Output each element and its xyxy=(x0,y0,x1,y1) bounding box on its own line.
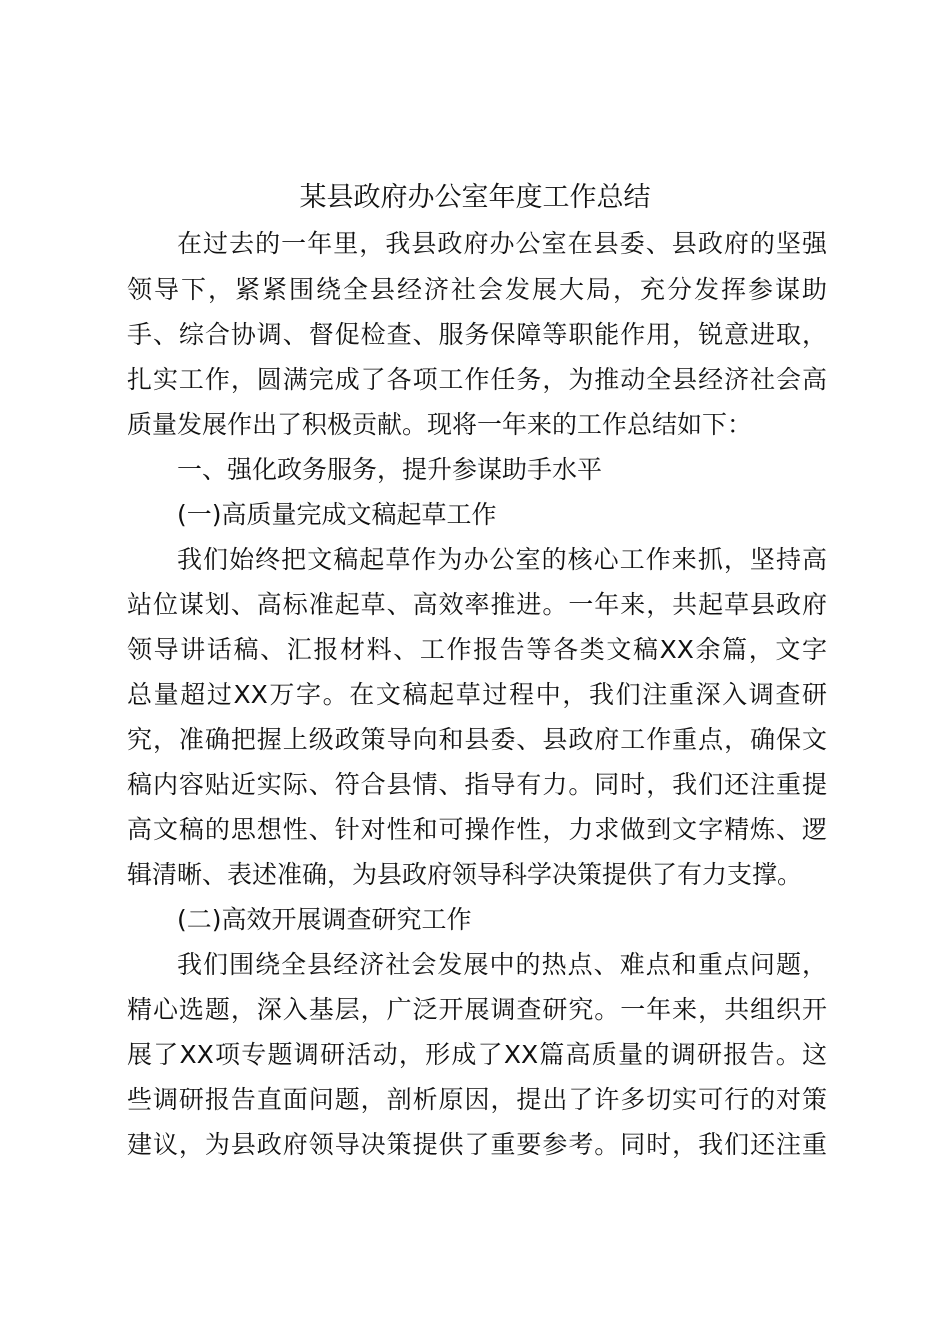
body-line: 辑清晰、表述准确，为县政府领导科学决策提供了有力支撑。 xyxy=(127,860,803,889)
document-title: 某县政府办公室年度工作总结 xyxy=(299,182,651,213)
body-line: 我们围绕全县经济社会发展中的热点、难点和重点问题， xyxy=(177,950,827,979)
body-line: 展了XX项专题调研活动，形成了XX篇高质量的调研报告。这 xyxy=(127,1040,827,1069)
subsection-heading: (二)高效开展调查研究工作 xyxy=(177,905,472,934)
body-line: 质量发展作出了积极贡献。现将一年来的工作总结如下： xyxy=(127,410,753,439)
body-line: 领导讲话稿、汇报材料、工作报告等各类文稿XX余篇，文字 xyxy=(127,635,827,664)
body-line: 领导下，紧紧围绕全县经济社会发展大局，充分发挥参谋助 xyxy=(127,275,827,304)
body-line: 我们始终把文稿起草作为办公室的核心工作来抓，坚持高 xyxy=(177,545,827,574)
body-line: 扎实工作，圆满完成了各项工作任务，为推动全县经济社会高 xyxy=(127,365,827,394)
body-line: 手、综合协调、督促检查、服务保障等职能作用，锐意进取， xyxy=(127,320,827,349)
body-line: 究，准确把握上级政策导向和县委、县政府工作重点，确保文 xyxy=(127,725,827,754)
body-line: 总量超过XX万字。在文稿起草过程中，我们注重深入调查研 xyxy=(127,680,827,709)
body-line: 精心选题，深入基层，广泛开展调查研究。一年来，共组织开 xyxy=(127,995,827,1024)
body-line: 稿内容贴近实际、符合县情、指导有力。同时，我们还注重提 xyxy=(127,770,827,799)
body-line: 些调研报告直面问题，剖析原因，提出了许多切实可行的对策 xyxy=(127,1085,827,1114)
section-heading: 一、强化政务服务，提升参谋助手水平 xyxy=(177,455,603,484)
body-line: 建议，为县政府领导决策提供了重要参考。同时，我们还注重 xyxy=(127,1130,827,1159)
body-line: 站位谋划、高标准起草、高效率推进。一年来，共起草县政府 xyxy=(127,590,827,619)
body-line: 高文稿的思想性、针对性和可操作性，力求做到文字精炼、逻 xyxy=(127,815,827,844)
body-line: 在过去的一年里，我县政府办公室在县委、县政府的坚强 xyxy=(177,229,827,258)
subsection-heading: (一)高质量完成文稿起草工作 xyxy=(177,500,497,529)
